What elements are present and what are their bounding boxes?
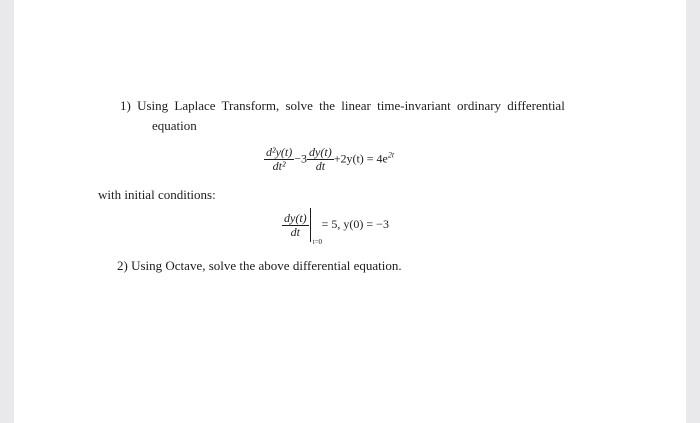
derivative-fraction	[282, 212, 309, 239]
equation-remainder: +2y(t) = 4e	[333, 151, 388, 166]
first-derivative-numerator: dy(t)	[309, 145, 332, 159]
coefficient-term: −3	[294, 151, 308, 166]
second-derivative-numerator: d²y(t)	[266, 145, 293, 159]
question-1-line-2: equation	[152, 118, 197, 133]
differential-equation	[264, 146, 394, 173]
document-page	[14, 0, 686, 423]
second-derivative-fraction	[264, 146, 294, 173]
exponent: 2t	[387, 150, 395, 160]
evaluation-bar	[310, 208, 323, 246]
first-derivative-denominator: dt	[315, 159, 326, 173]
initial-conditions-label: with initial conditions:	[98, 187, 216, 202]
initial-values: = 5, y(0) = −3	[321, 216, 389, 231]
derivative-denominator: dt	[290, 224, 300, 239]
initial-conditions-equation	[282, 208, 389, 246]
derivative-numerator: dy(t)	[284, 210, 307, 225]
question-1-text: Using Laplace Transform, solve the linear time-invariant ordinary differential	[137, 98, 565, 113]
question-2	[117, 257, 402, 275]
second-derivative-denominator: dt²	[272, 159, 286, 173]
evaluation-subscript: t=0	[312, 238, 323, 246]
question-1-number: 1)	[120, 98, 131, 113]
question-2-text: Using Octave, solve the above differential equation.	[131, 258, 402, 273]
question-1-line-1	[120, 97, 565, 115]
first-derivative-fraction	[307, 146, 334, 173]
question-2-number: 2)	[117, 258, 128, 273]
